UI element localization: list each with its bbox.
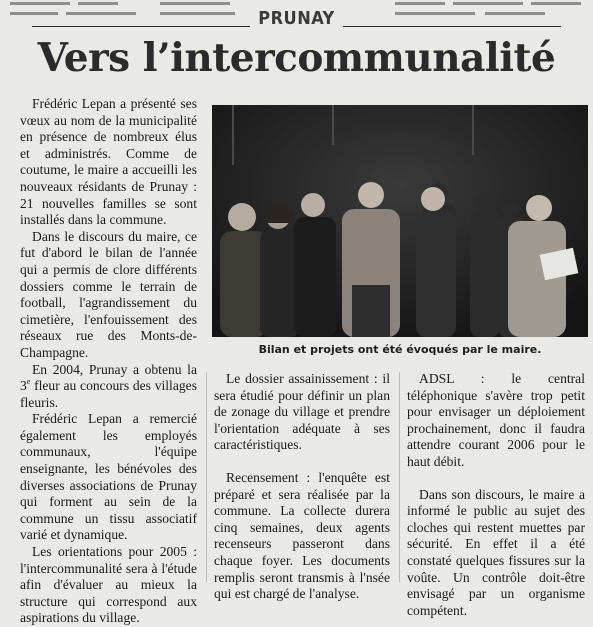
headline: Vers l’intercommunalité — [37, 35, 556, 81]
paragraph: Le dossier assainissement : il sera étudié pour définir un plan de zonage du village et prendre l'orientation adéquate à ses caractéristiques. — [214, 371, 390, 453]
paragraph-spacer — [214, 454, 390, 470]
bleed-through-texture — [10, 0, 240, 20]
adjacent-article-fragment — [10, 0, 240, 20]
paragraph: Frédéric Lepan a présenté ses vœux au nom de la municipalité en présence de nombreux élus et administrés. Comme de coutume, le maire a accueilli les nouveaux résidants de Prunay : 21 nouvelles familles se sont installés dans la commune. — [20, 96, 197, 228]
paragraph: ADSL : le central téléphonique s'avère trop petit pour envisager un déploiement prochainement, donc il faudra attendre courant 2006 pour le haut débit. — [407, 371, 585, 469]
photo-caption: Bilan et projets ont été évoqués par le maire. — [258, 343, 542, 356]
bleed-through-texture — [395, 0, 585, 20]
photo-illustration — [212, 105, 588, 337]
article-column-2 — [214, 371, 390, 603]
photo-mayor-speech — [212, 105, 588, 337]
text-run: fleur au concours des villages fleuris. — [20, 378, 197, 410]
section-rule-left — [32, 26, 250, 27]
superscript: e — [26, 377, 31, 387]
column-divider — [399, 372, 400, 582]
section-heading: PRUNAY — [258, 8, 335, 29]
paragraph: Recensement : l'enquête est préparé et sera réalisée par la commune. La collecte durera cinq semaines, deux agents recenseurs passeront dans chaque foyer. Les documents remplis seront transmis à l'nsée qui est chargé de l'analyse. — [214, 469, 390, 602]
paragraph: Frédéric Lepan a remercié également les employés communaux, l'équipe enseignante, les bénévoles des diverses associations de Prunay qui forment au sein de la commune un tissu associatif varié et dynamique. — [20, 411, 197, 543]
paragraph: Dans le discours du maire, ce fut d'abord le bilan de l'année qui a permis de clore différents dossiers comme le terrain de football, l'agrandissement du cimetière, l'enfouissement des réseaux rue des Monts-de-Champagne. — [20, 228, 197, 360]
adjacent-article-fragment — [395, 0, 585, 20]
paragraph-spacer — [407, 471, 585, 487]
article-column-3 — [407, 371, 585, 619]
article-column-1 — [20, 96, 197, 627]
column-divider — [206, 372, 207, 582]
paragraph: Les orientations pour 2005 : l'intercommunalité sera à l'étude afin d'évaluer au mieux la structure qui correspond aux aspirations du village. — [20, 544, 197, 626]
paragraph: Dans son discours, le maire a informé le public au sujet des cloches qui restent muettes par sécurité. En effet il a été constaté quelques fissures sur la voûte. Un contrôle doit-être envisagé par un organisme compétent. — [407, 486, 585, 618]
text-run: En 2004, Prunay a obtenu la 3 — [20, 361, 197, 394]
section-rule-right — [343, 26, 561, 27]
paragraph — [20, 362, 197, 412]
